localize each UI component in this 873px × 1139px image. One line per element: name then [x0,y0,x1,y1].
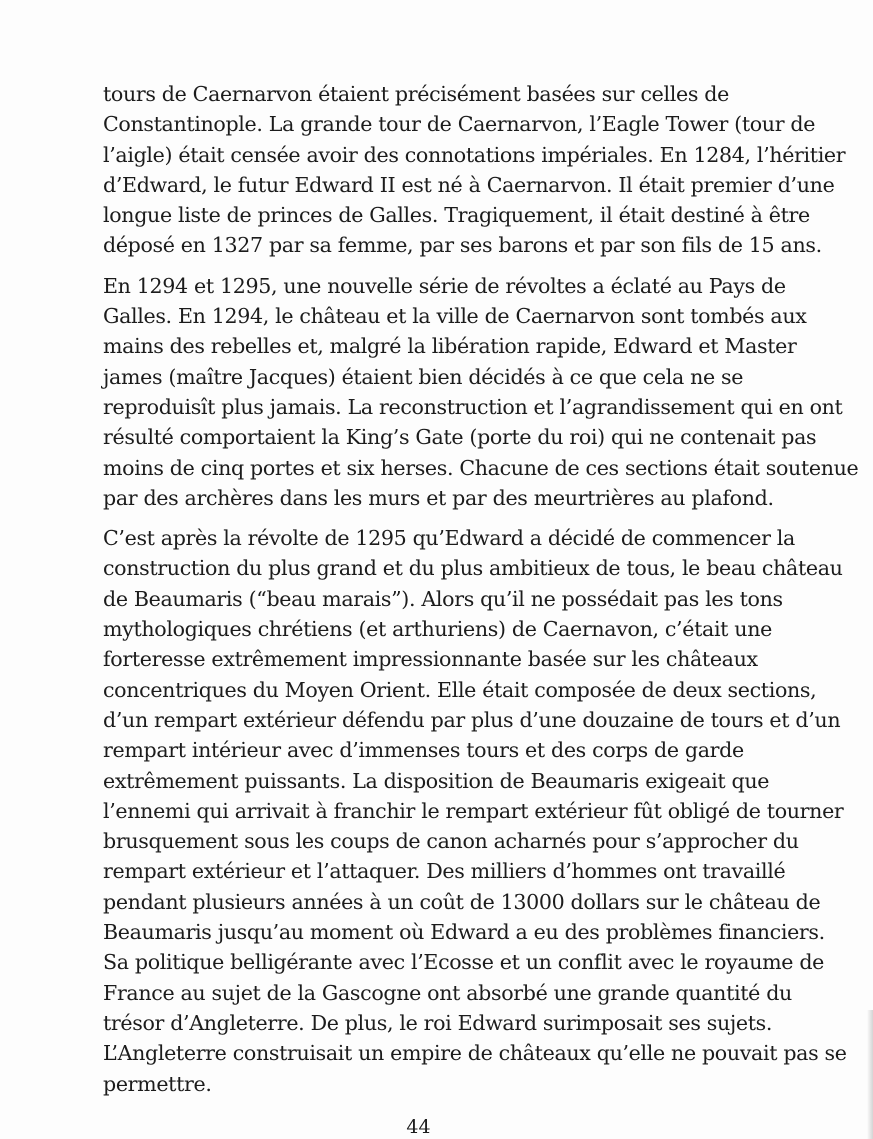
text-line: déposé en 1327 par sa femme, par ses barons et par son fils de 15 ans. [103,233,822,258]
text-line: de Beaumaris (“beau marais”). Alors qu’il ne possédait pas les tons [103,586,783,611]
paragraph-2 [103,271,865,513]
text-line: construction du plus grand et du plus ambitieux de tous, le beau château [103,556,843,581]
text-line: d’Edward, le futur Edward II est né à Caernarvon. Il était premier d’une [103,172,835,197]
text-line: rempart extérieur et l’attaquer. Des milliers d’hommes ont travaillé [103,859,786,884]
page-edge-shadow [867,1010,873,1139]
text-line: rempart intérieur avec d’immenses tours et des corps de garde [103,738,744,763]
text-line: mains des rebelles et, malgré la libération rapide, Edward et Master [103,334,797,359]
text-line: reproduisît plus jamais. La reconstruction et l’agrandissement qui en ont [103,394,843,419]
text-line: permettre. [103,1071,212,1096]
text-line: tours de Caernarvon étaient précisément basées sur celles de [103,82,729,106]
text-line: extrêmement puissants. La disposition de Beaumaris exigeait que [103,768,770,793]
text-line: Sa politique belligérante avec l’Ecosse et un conflit avec le royaume de [103,950,825,975]
paragraph-1 [103,79,865,261]
text-line: par des archères dans les murs et par des meurtrières au plafond. [103,485,774,510]
text-line: Constantinople. La grande tour de Caernarvon, l’Eagle Tower (tour de [103,112,816,137]
text-line: l’ennemi qui arrivait à franchir le rempart extérieur fût obligé de tourner [103,798,844,823]
text-line: pendant plusieurs années à un coût de 13000 dollars sur le château de [103,889,821,914]
text-line: France au sujet de la Gascogne ont absorbé une grande quantité du [103,980,792,1005]
text-line: d’un rempart extérieur défendu par plus d’une douzaine de tours et d’un [103,707,841,732]
text-line: En 1294 et 1295, une nouvelle série de révoltes a éclaté au Pays de [103,273,786,298]
text-line: brusquement sous les coups de canon acharnés pour s’approcher du [103,829,799,854]
text-line: longue liste de princes de Galles. Tragiquement, il était destiné à être [103,203,810,228]
text-line: C’est après la révolte de 1295 qu’Edward a décidé de commencer la [103,526,795,551]
text-line: résulté comportaient la King’s Gate (porte du roi) qui ne contenait pas [103,425,817,450]
text-line: forteresse extrêmement impressionnante basée sur les châteaux [103,647,758,672]
text-line: Galles. En 1294, le château et la ville de Caernarvon sont tombés aux [103,304,807,329]
text-line: Beaumaris jusqu’au moment où Edward a eu des problèmes financiers. [103,920,825,945]
text-line: trésor d’Angleterre. De plus, le roi Edward surimposait ses sujets. [103,1010,773,1035]
text-line: moins de cinq portes et six herses. Chacune de ces sections était soutenue [103,455,859,480]
text-line: mythologiques chrétiens (et arthuriens) de Caernavon, c’était une [103,617,772,642]
text-line: L’Angleterre construisait un empire de châteaux qu’elle ne pouvait pas se [103,1041,847,1066]
paragraph-3 [103,523,865,1099]
text-line: concentriques du Moyen Orient. Elle était composée de deux sections, [103,677,817,702]
text-line: james (maître Jacques) étaient bien décidés à ce que cela ne se [103,364,744,389]
body-text [103,79,865,1109]
text-line: l’aigle) était censée avoir des connotations impériales. En 1284, l’héritier [103,142,846,167]
page-number: 44 [406,1116,431,1138]
